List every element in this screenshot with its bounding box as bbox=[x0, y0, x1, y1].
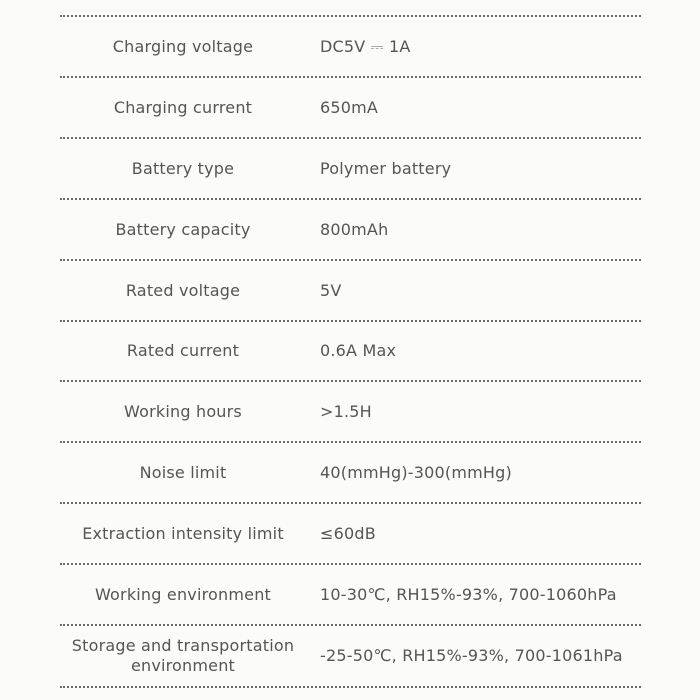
spec-value: 40(mmHg)-300(mmHg) bbox=[320, 462, 512, 482]
spec-row-working-environment bbox=[60, 565, 641, 624]
spec-row-extraction-intensity-limit bbox=[60, 504, 641, 563]
spec-value: 650mA bbox=[320, 97, 379, 117]
row-divider bbox=[60, 686, 641, 688]
spec-row-battery-capacity bbox=[60, 200, 641, 259]
spec-label: Extraction intensity limit bbox=[82, 523, 284, 543]
spec-label: Noise limit bbox=[139, 462, 227, 482]
spec-row-battery-type bbox=[60, 139, 641, 198]
spec-label: Working environment bbox=[94, 584, 272, 604]
spec-row-rated-current bbox=[60, 322, 641, 380]
spec-value: -25-50℃, RH15%-93%, 700-1061hPa bbox=[320, 646, 623, 665]
spec-value: 0.6A Max bbox=[320, 341, 397, 360]
spec-value: DC5V ⎓ 1A bbox=[320, 36, 411, 56]
spec-row-storage-transportation-environment bbox=[60, 626, 641, 686]
spec-value: 10-30℃, RH15%-93%, 700-1060hPa bbox=[320, 584, 617, 604]
spec-value: 800mAh bbox=[320, 219, 389, 239]
spec-label: Rated voltage bbox=[125, 280, 241, 300]
spec-row-noise-limit bbox=[60, 443, 641, 502]
spec-label: Charging current bbox=[113, 97, 253, 117]
spec-value: ≤60dB bbox=[320, 523, 376, 543]
spec-row-charging-current bbox=[60, 78, 641, 137]
spec-label: Battery type bbox=[131, 158, 235, 178]
spec-label: Storage and transportation environment bbox=[71, 636, 295, 675]
spec-label: Rated current bbox=[126, 341, 240, 360]
spec-label: Working hours bbox=[124, 401, 242, 421]
spec-value: 5V bbox=[320, 280, 342, 300]
spec-row-rated-voltage bbox=[60, 261, 641, 320]
spec-row-working-hours bbox=[60, 382, 641, 441]
spec-label: Battery capacity bbox=[115, 219, 251, 239]
spec-label: Charging voltage bbox=[112, 36, 254, 56]
spec-row-charging-voltage bbox=[60, 17, 641, 76]
spec-value: Polymer battery bbox=[320, 158, 452, 178]
spec-value: >1.5H bbox=[320, 401, 372, 421]
